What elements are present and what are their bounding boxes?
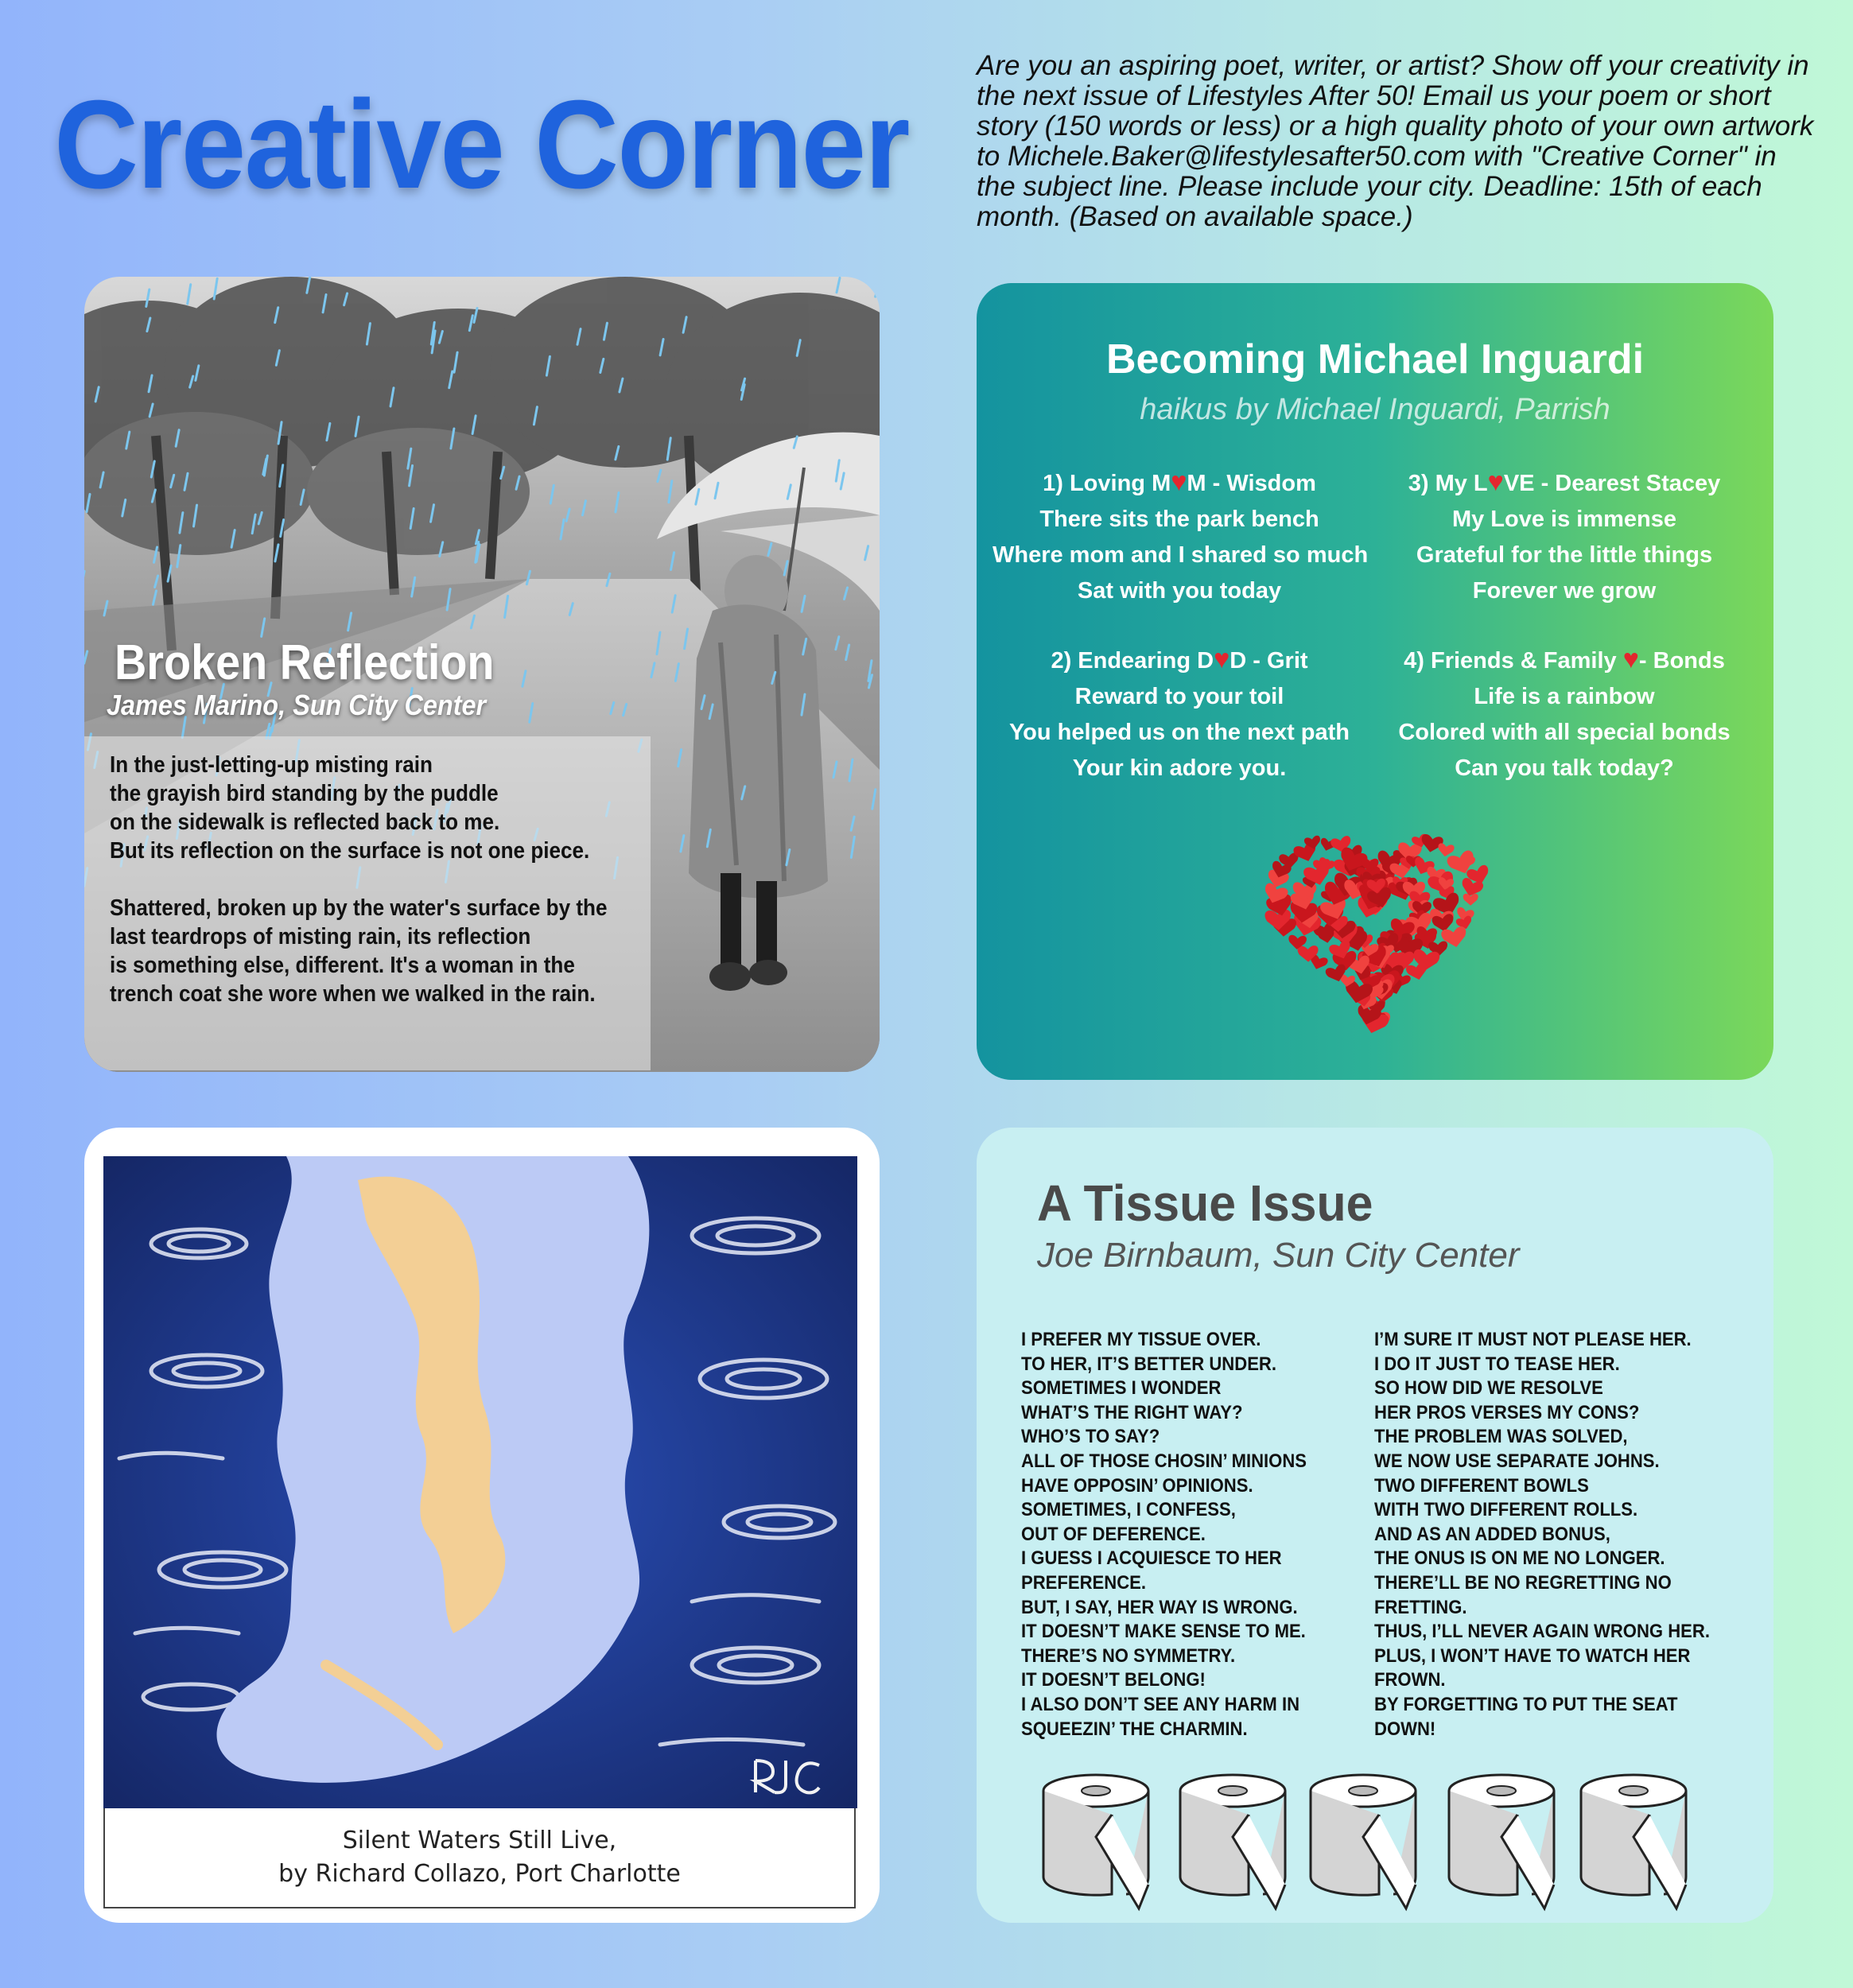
submission-intro: Are you an aspiring poet, writer, or artist? Show off your creativity in the next issue of Lifestyles After 50! Email us your poem or short story (150 words or less) or a high quality photo of your own artwork to Michele.Baker@lifestylesafter50.com with "Creative Corner" in the subject line. Please include your city. Deadline: 15th of each month. (Based on available space.) xyxy=(977,50,1814,232)
tissue-title: A Tissue Issue xyxy=(1037,1175,1373,1232)
poem-title: Broken Reflection xyxy=(115,635,495,690)
toilet-roll-icon xyxy=(1449,1775,1554,1908)
haiku-line: You helped us on the next path xyxy=(1008,720,1350,745)
haiku-1 xyxy=(993,464,1369,609)
haiku-line: Life is a rainbow xyxy=(1474,684,1655,709)
haikus-title: Becoming Michael Inguardi xyxy=(1105,336,1645,382)
haiku-line: Where mom and I shared so much xyxy=(993,542,1369,568)
haiku-3 xyxy=(1377,464,1751,609)
haiku-heading: 3) My L♥VE - Dearest Stacey xyxy=(1408,467,1721,497)
heart-of-hearts-icon xyxy=(1237,821,1513,1040)
haiku-4 xyxy=(1377,642,1751,786)
heart-icon: ♥ xyxy=(1171,467,1187,497)
painting-image xyxy=(103,1156,857,1808)
haiku-line: There sits the park bench xyxy=(1039,507,1319,532)
heart-icon: ♥ xyxy=(1214,644,1230,674)
heart-icon: ♥ xyxy=(1622,644,1639,674)
haikus-panel xyxy=(977,283,1773,1080)
haiku-line: Can you talk today? xyxy=(1455,755,1674,781)
tissue-column-right: I’M SURE IT MUST NOT PLEASE HER. I DO IT JUST TO TEASE HER. SO HOW DID WE RESOLVE HER PROS VERSES MY CONS? THE PROBLEM WAS SOLVED, WE NOW USE SEPARATE JOHNS. TWO DIFFERENT BOWLS WITH TWO DIFFERENT ROLLS. AND AS AN ADDED BONUS, THE ONUS IS ON ME NO LONGER. THERE’LL BE NO REGRETTING NO FRETTING. THUS, I’LL NEVER AGAIN WRONG HER. PLUS, I WON’T HAVE TO WATCH HER FROWN. BY FORGETTING TO PUT THE SEAT DOWN! xyxy=(1374,1329,1710,1740)
artwork-caption xyxy=(103,1808,856,1908)
haiku-heading: 4) Friends & Family ♥- Bonds xyxy=(1404,644,1725,674)
small-heart-icon xyxy=(1437,843,1455,858)
toilet-roll-icon xyxy=(1311,1775,1416,1908)
haiku-line: Sat with you today xyxy=(1077,578,1282,604)
haiku-line: Colored with all special bonds xyxy=(1398,720,1731,745)
small-heart-icon xyxy=(1463,894,1478,906)
haiku-line: My Love is immense xyxy=(1451,507,1677,532)
haikus-subtitle: haikus by Michael Inguardi, Parrish xyxy=(1140,393,1610,426)
poem-body xyxy=(110,751,639,1008)
haiku-heading: 1) Loving M♥M - Wisdom xyxy=(1043,467,1316,497)
broken-reflection-panel xyxy=(84,277,880,1072)
haiku-heading: 2) Endearing D♥D - Grit xyxy=(1051,644,1308,674)
heart-icon: ♥ xyxy=(1487,467,1504,497)
haiku-2 xyxy=(993,642,1366,786)
tissue-column-left: I PREFER MY TISSUE OVER. TO HER, IT’S BETTER UNDER. SOMETIMES I WONDER WHAT’S THE RIGHT WAY? WHO’S TO SAY? ALL OF THOSE CHOSIN’ MINIONS HAVE OPPOSIN’ OPINIONS. SOMETIMES, I CONFESS, OUT OF DEFERENCE. I GUESS I ACQUIESCE TO HER PREFERENCE. BUT, I SAY, HER WAY IS WRONG. IT DOESN’T MAKE SENSE TO ME. THERE’S NO SYMMETRY. IT DOESN’T BELONG! I ALSO DON’T SEE ANY HARM IN SQUEEZIN’ THE CHARMIN. xyxy=(1021,1329,1307,1740)
tissue-author: Joe Birnbaum, Sun City Center xyxy=(1037,1236,1520,1275)
haiku-line: Grateful for the little things xyxy=(1416,542,1713,568)
tissue-issue-panel xyxy=(977,1128,1773,1923)
artwork-panel xyxy=(84,1128,880,1923)
toilet-paper-rolls-icon xyxy=(1040,1773,1724,1916)
toilet-roll-icon xyxy=(1581,1775,1686,1908)
haiku-line: Reward to your toil xyxy=(1074,684,1284,709)
artwork-credit: by Richard Collazo, Port Charlotte xyxy=(278,1860,681,1888)
toilet-roll-icon xyxy=(1180,1775,1285,1908)
haiku-line: Forever we grow xyxy=(1472,578,1657,604)
haiku-line: Your kin adore you. xyxy=(1072,755,1287,781)
poem-stanza: Shattered, broken up by the water's surface by the last teardrops of misting rain, its reflection is something else, different. It's a woman in the trench coat she wore when we walked in the rain. xyxy=(110,895,608,1007)
artwork-title: Silent Waters Still Live, xyxy=(342,1827,617,1854)
page-title: Creative Corner xyxy=(54,75,909,215)
toilet-roll-icon xyxy=(1043,1775,1148,1908)
poem-author: James Marino, Sun City Center xyxy=(107,689,487,721)
poem-stanza: In the just-letting-up misting rain the grayish bird standing by the puddle on the sidewalk is reflected back to me. But its reflection on the surface is not one piece. xyxy=(110,752,590,864)
